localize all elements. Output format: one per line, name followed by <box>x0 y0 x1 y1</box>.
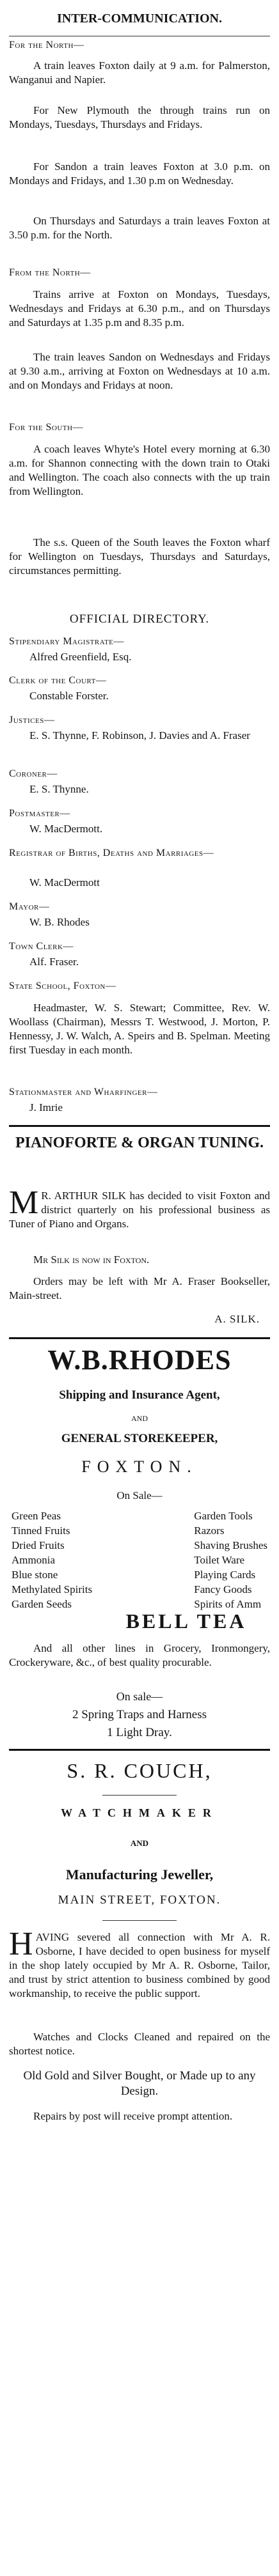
rhodes-line-2: GENERAL STOREKEEPER, <box>61 1432 218 1445</box>
sale-item: Blue stone <box>12 1569 58 1581</box>
registrar-label: Registrar of Births, Deaths and Marriages— <box>9 848 214 858</box>
magistrate-name: Alfred Greenfield, Esq. <box>29 651 132 663</box>
mayor-name: W. B. Rhodes <box>29 916 90 928</box>
sale-item: Shaving Brushes <box>194 1539 267 1551</box>
from-north-label: From the North— <box>9 267 91 278</box>
divider <box>9 1125 270 1127</box>
sale-item: Fancy Goods <box>194 1583 252 1595</box>
sale-items-left <box>12 1509 92 1611</box>
divider <box>102 1920 177 1921</box>
sale-item: Playing Cards <box>194 1569 256 1581</box>
piano-text-2: Mr Silk is now in Foxton. <box>33 1253 150 1266</box>
north-para-2: For New Plymouth the through trains run on Mondays, Tuesdays, Thursdays and Fridays. <box>9 104 270 130</box>
north-para-3: For Sandon a train leaves Foxton at 3.0 p.m. on Mondays and Fridays, and 1.30 p.m on Wednesday. <box>9 160 270 187</box>
postmaster-name: W. MacDermott. <box>29 823 103 835</box>
divider <box>9 1337 270 1339</box>
couch-ad-body <box>9 1926 270 2001</box>
for-south-label: For the South— <box>9 422 84 433</box>
town-clerk-label: Town Clerk— <box>9 941 74 952</box>
mayor-label: Mayor— <box>9 901 50 912</box>
north-para-1: A train leaves Foxton daily at 9 a.m. for Palmerston, Wanganui and Napier. <box>9 59 270 86</box>
coroner-name: E. S. Thynne. <box>29 783 89 795</box>
couch-and: AND <box>130 1838 149 1848</box>
sale-item: Spirits of Amm <box>194 1598 262 1610</box>
rhodes-other-lines: And all other lines in Grocery, Ironmongery, Crockeryware, &c., of best quality procurable. <box>9 1642 270 1668</box>
rhodes-on-sale-2: On sale— <box>116 1690 163 1703</box>
from-north-para-2: The train leaves Sandon on Wednesdays and Fridays at 9.30 a.m., arriving at Foxton on Wednesdays at 10 a.m. and on Mondays and Fridays at noon. <box>9 351 270 391</box>
sale-item: Toilet Ware <box>194 1554 245 1566</box>
couch-trade-2: Manufacturing Jeweller, <box>65 1866 214 1882</box>
sale-item: Green Peas <box>12 1510 61 1522</box>
station-name: J. Imrie <box>29 1101 63 1113</box>
divider <box>102 1795 177 1796</box>
postmaster-label: Postmaster— <box>9 808 70 819</box>
couch-name: S. R. COUCH, <box>67 1759 212 1782</box>
clerk-court-label: Clerk of the Court— <box>9 675 107 686</box>
south-para-1: A coach leaves Whyte's Hotel every morning at 6.30 a.m. for Shannon connecting with the down train to Otaki and Wellington. The coach also connects with the up train from Wellington. <box>9 443 270 497</box>
couch-text: AVING severed all connection with Mr A. R. Osborne, I have decided to open business for myself in the shop lately occupied by Mr A. R. Osborne, Tailor, and trust by strict attention to business combined by good workmanship, to receive the public support. <box>9 1931 270 1999</box>
couch-dropcap: H <box>9 1926 33 1962</box>
from-north-para-1: Trains arrive at Foxton on Mondays, Tuesdays, Wednesdays and Fridays at 6.30 p.m., and on Thursdays and Saturdays at 1.35 p.m and 8.35 p.m. <box>9 288 270 329</box>
sale-item: Garden Seeds <box>12 1598 72 1610</box>
piano-ad-body <box>9 1184 270 1231</box>
sale-item: Razors <box>194 1525 225 1537</box>
school-label: State School, Foxton— <box>9 981 116 991</box>
pianoforte-title: PIANOFORTE & ORGAN TUNING. <box>15 1135 264 1151</box>
sale-item: Ammonia <box>12 1554 55 1566</box>
sale-items-right <box>194 1509 267 1611</box>
couch-post: Repairs by post will receive prompt attention. <box>33 2110 233 2122</box>
couch-gold: Old Gold and Silver Bought, or Made up to any Design. <box>23 2069 256 2098</box>
town-clerk-name: Alf. Fraser. <box>29 956 79 968</box>
rhodes-line-1: Shipping and Insurance Agent, <box>59 1388 220 1402</box>
south-para-2: The s.s. Queen of the South leaves the Foxton wharf for Wellington on Tuesdays, Thursdays and Saturdays, circumstances permitting. <box>9 536 270 577</box>
rhodes-dray: 1 Light Dray. <box>107 1726 172 1739</box>
inter-communication-title: INTER-COMMUNICATION. <box>57 12 222 26</box>
couch-text-2: Watches and Clocks Cleaned and repaired on the shortest notice. <box>9 2031 270 2057</box>
rhodes-traps: 2 Spring Traps and Harness <box>72 1708 207 1721</box>
rhodes-on-sale: On Sale— <box>116 1489 163 1501</box>
clerk-court-name: Constable Forster. <box>29 690 109 702</box>
magistrate-label: Stipendiary Magistrate— <box>9 636 124 647</box>
piano-text-3: Orders may be left with Mr A. Fraser Bookseller, Main-street. <box>9 1275 270 1301</box>
sale-items <box>12 1509 267 1611</box>
justices-label: Justices— <box>9 715 55 725</box>
couch-trade: WATCHMAKER <box>61 1806 218 1819</box>
piano-signature: A. SILK. <box>214 1313 260 1325</box>
north-para-4: On Thursdays and Saturdays a train leaves Foxton at 3.50 p.m. for the North. <box>9 215 270 241</box>
registrar-name: W. MacDermott <box>29 876 100 888</box>
divider <box>9 1749 270 1751</box>
piano-dropcap: M <box>9 1184 39 1221</box>
sale-item: Dried Fruits <box>12 1539 65 1551</box>
couch-address: MAIN STREET, FOXTON. <box>58 1893 221 1907</box>
sale-item: Tinned Fruits <box>12 1525 70 1537</box>
sale-item: Methylated Spirits <box>12 1583 93 1595</box>
official-directory-title: OFFICIAL DIRECTORY. <box>69 612 210 626</box>
rhodes-town: FOXTON. <box>81 1457 198 1476</box>
sale-item: Garden Tools <box>194 1510 253 1522</box>
rhodes-and: AND <box>131 1414 148 1423</box>
bell-tea: BELL TEA <box>125 1610 247 1633</box>
coroner-label: Coroner— <box>9 768 58 779</box>
justices-names: E. S. Thynne, F. Robinson, J. Davies and A. Fraser <box>29 729 250 741</box>
piano-text: R. ARTHUR SILK has decided to visit Foxton and district quarterly on his professional business as Tuner of Piano and Organs. <box>9 1190 270 1230</box>
school-committee: Headmaster, W. S. Stewart; Committee, Rev. W. Woollass (Chairman), Messrs T. Westwood, J. Morton, P. Hennessy, J. W. Walch, A. Speirs and B. Spelman. Meeting first Tuesday in each month. <box>9 1002 270 1056</box>
rhodes-name: W.B.RHODES <box>47 1344 232 1376</box>
station-label: Stationmaster and Wharfinger— <box>9 1087 158 1098</box>
for-north-label: For the North— <box>9 40 84 50</box>
